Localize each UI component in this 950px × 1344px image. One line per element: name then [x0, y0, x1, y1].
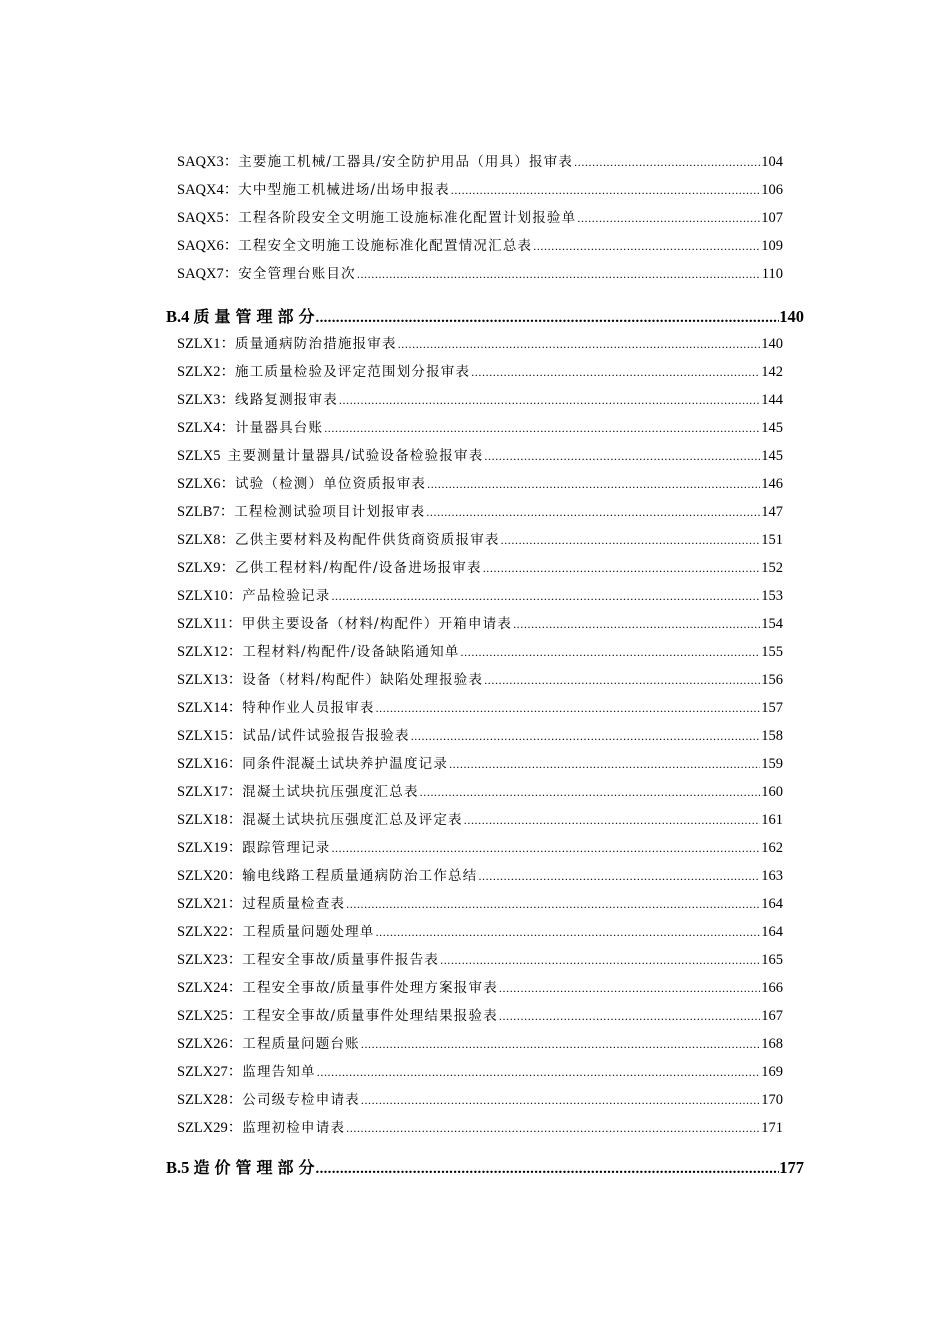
entry-page: 164 — [761, 924, 783, 940]
entry-page: 168 — [761, 1036, 783, 1052]
entry-page: 169 — [761, 1064, 783, 1080]
entry-page: 155 — [761, 644, 783, 660]
entry-title: 施工质量检验及评定范围划分报审表 — [235, 364, 471, 380]
entry-code: SZLX24： — [177, 980, 243, 996]
entry-page: 106 — [761, 182, 783, 198]
toc-entry[interactable] — [177, 725, 783, 747]
entry-page: 107 — [761, 210, 783, 226]
toc-entry[interactable] — [177, 501, 783, 523]
entry-code: SZLX16： — [177, 756, 243, 772]
dot-leader — [331, 837, 760, 859]
toc-entry[interactable] — [177, 809, 783, 831]
entry-page: 161 — [761, 812, 783, 828]
entry-page: 171 — [761, 1120, 783, 1136]
entry-code: SZLX14： — [177, 700, 243, 716]
entry-page: 159 — [761, 756, 783, 772]
entry-code: SZLX21： — [177, 896, 243, 912]
entry-code: SAQX5： — [177, 210, 239, 226]
entry-page: 165 — [761, 952, 783, 968]
toc-entry[interactable] — [177, 235, 783, 257]
toc-entry[interactable] — [177, 865, 783, 887]
section-code: B.4 — [166, 307, 194, 326]
entry-code: SZLB7： — [177, 504, 235, 520]
dot-leader — [451, 179, 760, 201]
entry-title: 乙供主要材料及构配件供货商资质报审表 — [235, 532, 500, 548]
dot-leader — [357, 263, 761, 285]
entry-page: 166 — [761, 980, 783, 996]
entry-title: 工程安全事故/质量事件处理方案报审表 — [242, 980, 498, 996]
toc-entry[interactable] — [177, 781, 783, 803]
entry-code: SZLX5 — [177, 448, 228, 464]
entry-code: SAQX7： — [177, 266, 239, 282]
toc-entry[interactable] — [177, 1033, 783, 1055]
toc-entry[interactable] — [177, 893, 783, 915]
dot-leader — [484, 669, 760, 691]
entry-page: 158 — [761, 728, 783, 744]
entry-title: 混凝土试块抗压强度汇总表 — [242, 784, 419, 800]
dot-leader — [376, 697, 761, 719]
entry-code: SZLX12： — [177, 644, 243, 660]
entry-code: SZLX27： — [177, 1064, 243, 1080]
dot-leader — [483, 557, 761, 579]
dot-leader — [346, 1117, 760, 1139]
toc-entry[interactable] — [177, 585, 783, 607]
entry-page: 156 — [761, 672, 783, 688]
toc-entry[interactable] — [177, 837, 783, 859]
entry-page: 104 — [761, 154, 783, 170]
entry-title: 甲供主要设备（材料/构配件）开箱申请表 — [241, 616, 513, 632]
entry-title: 过程质量检查表 — [242, 896, 346, 912]
toc-entry[interactable] — [177, 207, 783, 229]
entry-page: 162 — [761, 840, 783, 856]
dot-leader — [376, 921, 761, 943]
toc-entry[interactable] — [177, 529, 783, 551]
entry-page: 152 — [761, 560, 783, 576]
entry-title: 混凝土试块抗压强度汇总及评定表 — [242, 812, 463, 828]
toc-section-b5[interactable] — [166, 1155, 804, 1181]
toc-entry[interactable] — [177, 151, 783, 173]
dot-leader — [361, 1089, 760, 1111]
entry-code: SZLX13： — [177, 672, 243, 688]
dot-leader — [574, 151, 760, 173]
dot-leader — [499, 1005, 760, 1027]
dot-leader — [577, 207, 760, 229]
entry-code: SZLX6： — [177, 476, 235, 492]
entry-code: SZLX19： — [177, 840, 243, 856]
entry-title: 特种作业人员报审表 — [242, 700, 375, 716]
toc-entry[interactable] — [177, 949, 783, 971]
entry-page: 147 — [761, 504, 783, 520]
toc-entry[interactable] — [177, 1061, 783, 1083]
entry-code: SZLX23： — [177, 952, 243, 968]
entry-title: 计量器具台账 — [235, 420, 324, 436]
dot-leader — [411, 725, 761, 747]
dot-leader — [461, 641, 761, 663]
entry-page: 110 — [761, 266, 783, 282]
entry-title: 产品检验记录 — [242, 588, 331, 604]
dot-leader — [464, 809, 761, 831]
toc-entry[interactable] — [177, 417, 783, 439]
section-page: 177 — [779, 1158, 804, 1177]
dot-leader — [420, 781, 761, 803]
section-title: 造价管理部分 — [193, 1158, 320, 1177]
toc-entry[interactable] — [177, 445, 783, 467]
entry-code: SZLX15： — [177, 728, 243, 744]
toc-entry[interactable] — [177, 977, 783, 999]
dot-leader — [398, 333, 761, 355]
entry-code: SZLX20： — [177, 868, 243, 884]
entry-title: 试验（检测）单位资质报审表 — [235, 476, 427, 492]
toc-entry[interactable] — [177, 557, 783, 579]
dot-leader — [440, 949, 760, 971]
entry-title: 线路复测报审表 — [235, 392, 338, 408]
entry-title: 工程安全事故/质量事件报告表 — [242, 952, 440, 968]
entry-page: 170 — [761, 1092, 783, 1108]
entry-code: SZLX10： — [177, 588, 243, 604]
entry-title: 工程安全事故/质量事件处理结果报验表 — [242, 1008, 498, 1024]
entry-page: 164 — [761, 896, 783, 912]
entry-code: SZLX18： — [177, 812, 243, 828]
entry-page: 157 — [761, 700, 783, 716]
entry-title: 主要测量计量器具/试验设备检验报审表 — [227, 448, 484, 464]
entry-title: 大中型施工机械进场/出场申报表 — [238, 182, 450, 198]
entry-title: 工程质量问题处理单 — [242, 924, 375, 940]
toc-entry[interactable] — [177, 179, 783, 201]
toc-entry[interactable] — [177, 641, 783, 663]
entry-page: 163 — [761, 868, 783, 884]
entry-code: SZLX26： — [177, 1036, 243, 1052]
entry-page: 167 — [761, 1008, 783, 1024]
section-page: 140 — [779, 307, 804, 326]
dot-leader — [471, 361, 760, 383]
dot-leader — [449, 753, 760, 775]
entry-title: 质量通病防治措施报审表 — [235, 336, 397, 352]
entry-page: 145 — [761, 448, 783, 464]
entry-title: 试品/试件试验报告报验表 — [242, 728, 410, 744]
entry-code: SZLX8： — [177, 532, 235, 548]
toc-entry[interactable] — [177, 333, 783, 355]
dot-leader — [533, 235, 760, 257]
entry-title: 工程各阶段安全文明施工设施标准化配置计划报验单 — [238, 210, 577, 226]
toc-entry[interactable] — [177, 753, 783, 775]
dot-leader — [426, 501, 760, 523]
entry-title: 工程检测试验项目计划报审表 — [234, 504, 426, 520]
dot-leader — [346, 893, 760, 915]
dot-leader — [484, 445, 760, 467]
dot-leader — [339, 389, 760, 411]
entry-title: 设备（材料/构配件）缺陷处理报验表 — [242, 672, 484, 688]
entry-title: 公司级专检申请表 — [242, 1092, 360, 1108]
toc-entry[interactable] — [177, 1089, 783, 1111]
dot-leader — [316, 305, 780, 331]
entry-title: 工程质量问题台账 — [242, 1036, 360, 1052]
toc-entry[interactable] — [177, 1117, 783, 1139]
dot-leader — [478, 865, 760, 887]
entry-title: 跟踪管理记录 — [242, 840, 331, 856]
entry-page: 144 — [761, 392, 783, 408]
section-title: 质量管理部分 — [193, 307, 320, 326]
dot-leader — [427, 473, 760, 495]
entry-code: SZLX17： — [177, 784, 243, 800]
entry-page: 142 — [761, 364, 783, 380]
entry-title: 乙供工程材料/构配件/设备进场报审表 — [235, 560, 482, 576]
entry-code: SZLX2： — [177, 364, 235, 380]
dot-leader — [501, 529, 761, 551]
entry-code: SZLX4： — [177, 420, 235, 436]
dot-leader — [324, 417, 760, 439]
entry-page: 160 — [761, 784, 783, 800]
entry-page: 154 — [761, 616, 783, 632]
entry-code: SZLX28： — [177, 1092, 243, 1108]
entry-code: SZLX29： — [177, 1120, 243, 1136]
section-code: B.5 — [166, 1158, 194, 1177]
entry-code: SZLX22： — [177, 924, 243, 940]
toc-entry[interactable] — [177, 389, 783, 411]
entry-page: 109 — [761, 238, 783, 254]
entry-code: SZLX1： — [177, 336, 235, 352]
toc-entry[interactable] — [177, 361, 783, 383]
toc-entry[interactable] — [177, 921, 783, 943]
toc-entry[interactable] — [177, 1005, 783, 1027]
dot-leader — [361, 1033, 760, 1055]
toc-entry[interactable] — [177, 697, 783, 719]
entry-code: SZLX3： — [177, 392, 235, 408]
entry-title: 输电线路工程质量通病防治工作总结 — [242, 868, 478, 884]
toc-entry[interactable] — [177, 613, 783, 635]
entry-title: 工程材料/构配件/设备缺陷通知单 — [242, 644, 460, 660]
dot-leader — [331, 585, 760, 607]
entry-code: SZLX11： — [177, 616, 242, 632]
entry-code: SAQX4： — [177, 182, 239, 198]
dot-leader — [499, 977, 760, 999]
entry-code: SAQX6： — [177, 238, 239, 254]
toc-entry[interactable] — [177, 263, 783, 285]
entry-page: 140 — [761, 336, 783, 352]
entry-page: 146 — [761, 476, 783, 492]
entry-page: 153 — [761, 588, 783, 604]
entry-page: 151 — [761, 532, 783, 548]
toc-entry[interactable] — [177, 669, 783, 691]
entry-title: 同条件混凝土试块养护温度记录 — [242, 756, 449, 772]
entry-code: SZLX25： — [177, 1008, 243, 1024]
entry-code: SAQX3： — [177, 154, 239, 170]
entry-title: 安全管理台账目次 — [238, 266, 356, 282]
dot-leader — [513, 613, 760, 635]
entry-code: SZLX9： — [177, 560, 235, 576]
entry-title: 工程安全文明施工设施标准化配置情况汇总表 — [238, 238, 533, 254]
entry-page: 145 — [761, 420, 783, 436]
toc-section-b4[interactable] — [166, 304, 804, 330]
dot-leader — [316, 1156, 780, 1182]
dot-leader — [317, 1061, 761, 1083]
entry-title: 监理告知单 — [242, 1064, 316, 1080]
toc-entry[interactable] — [177, 473, 783, 495]
entry-title: 主要施工机械/工器具/安全防护用品（用具）报审表 — [238, 154, 574, 170]
entry-title: 监理初检申请表 — [242, 1120, 346, 1136]
